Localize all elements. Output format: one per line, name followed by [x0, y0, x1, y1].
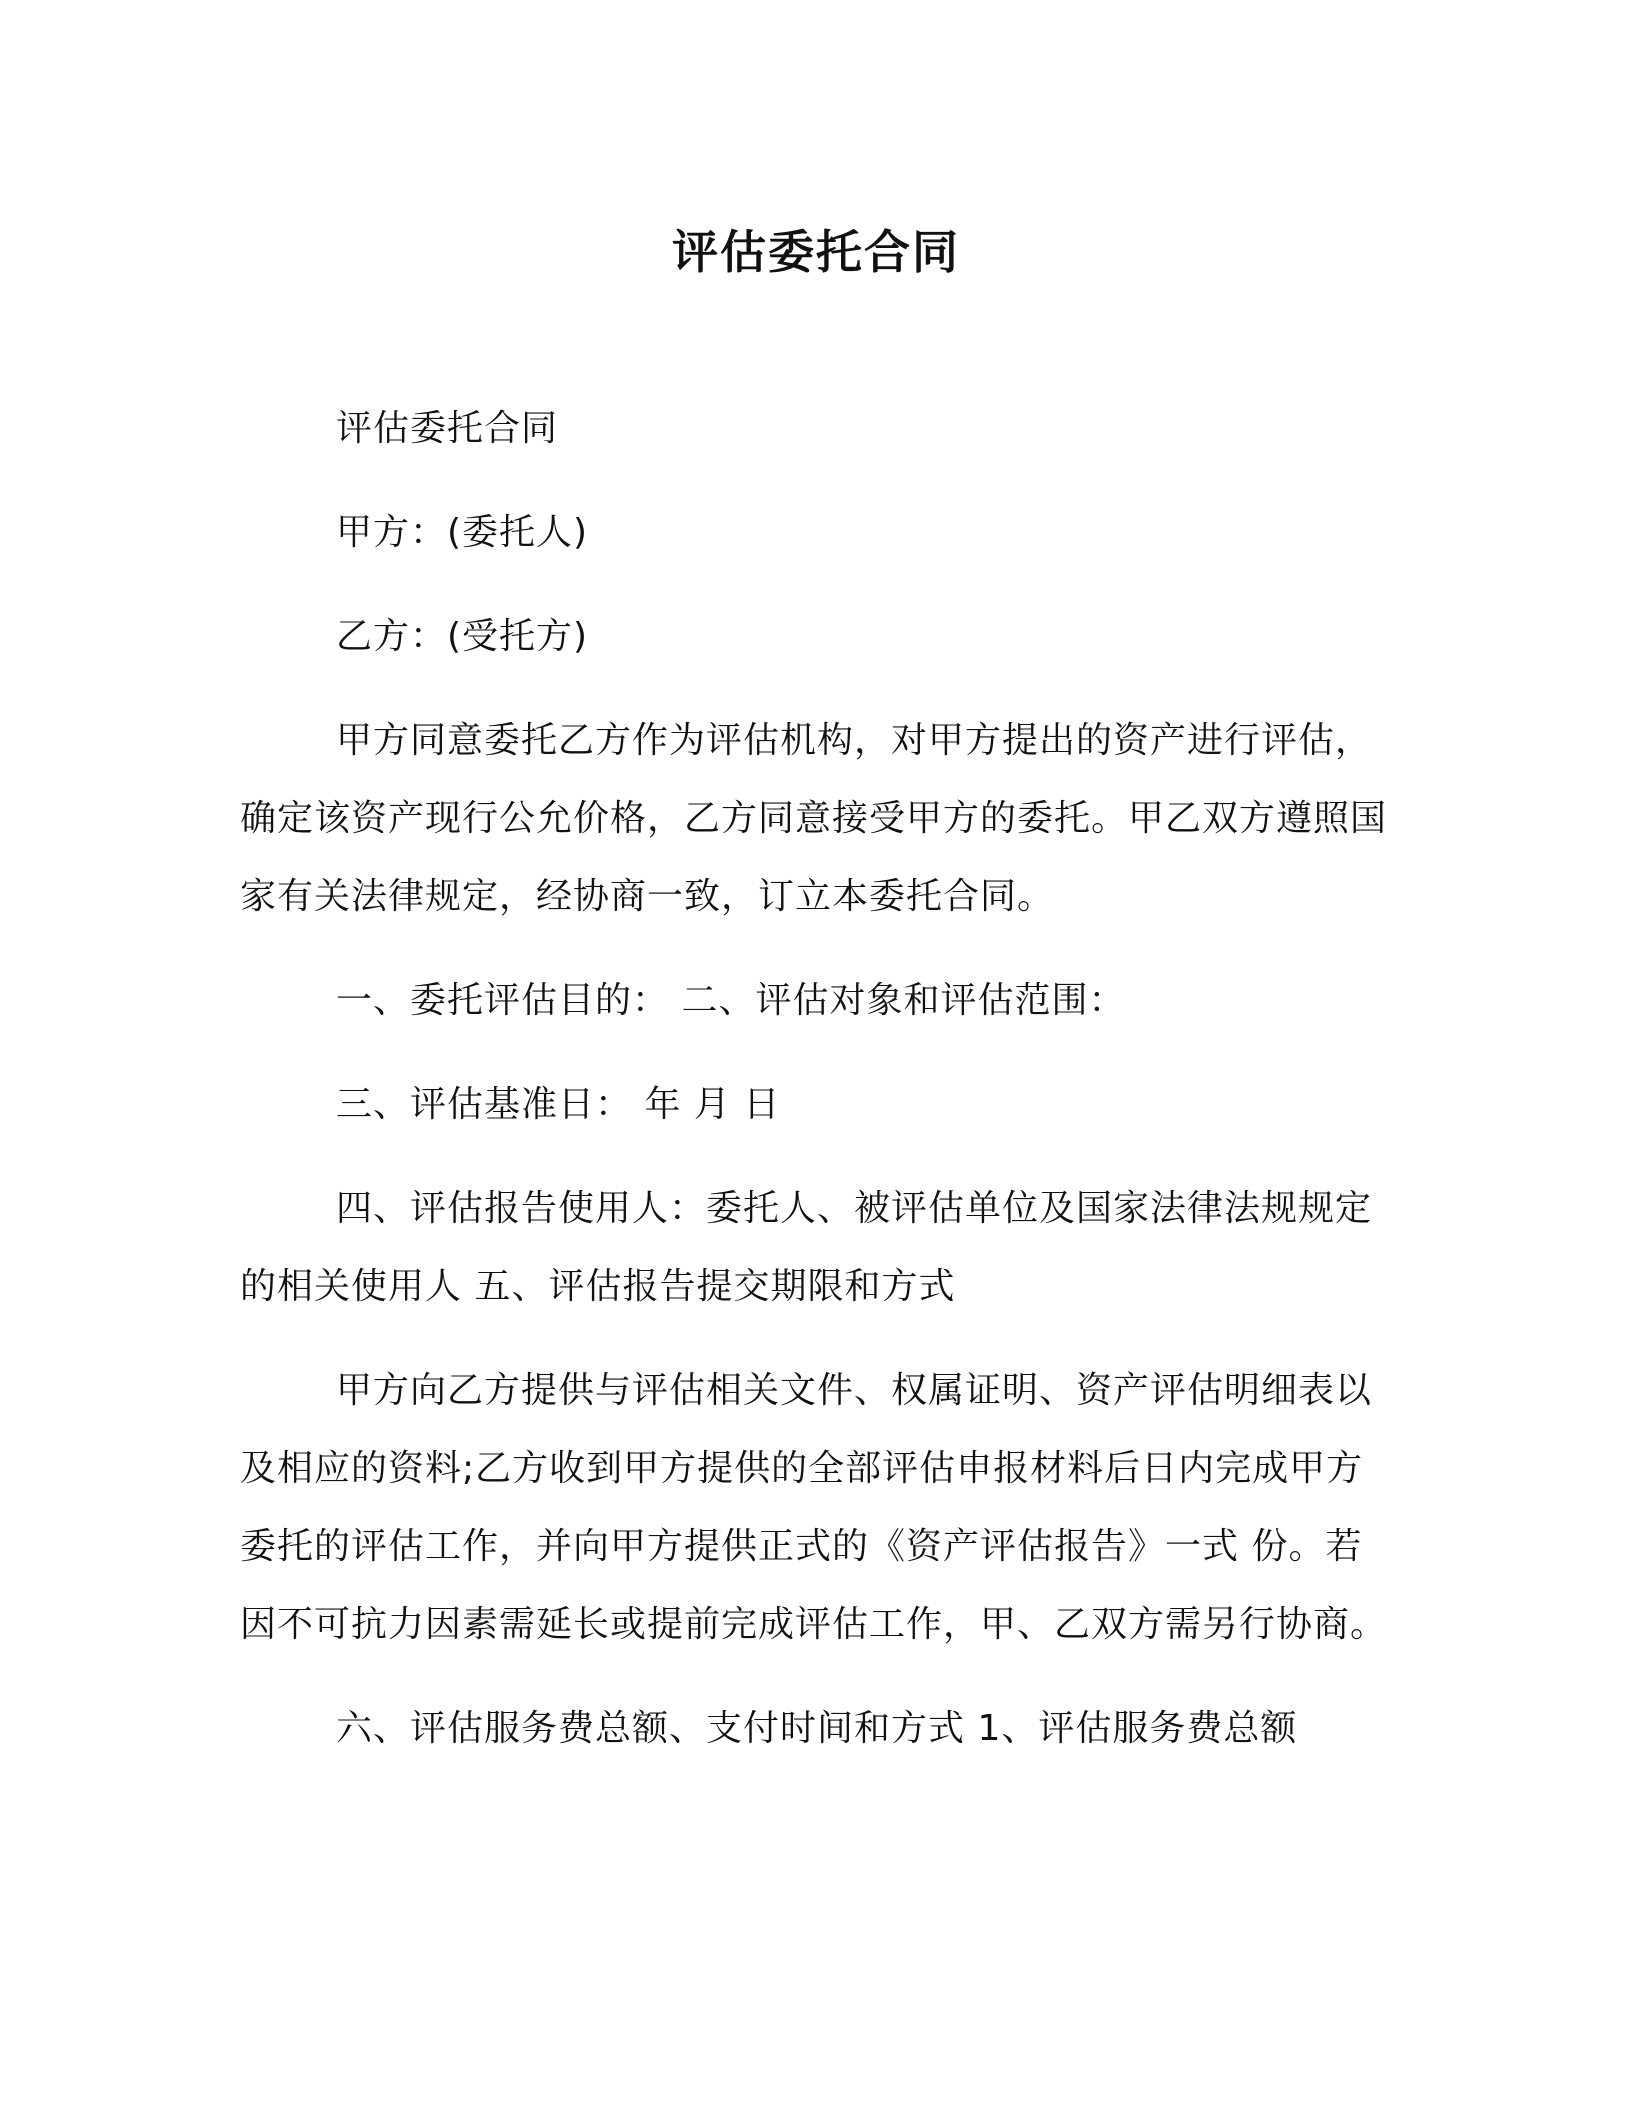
- document-title: 评估委托合同: [672, 225, 960, 279]
- party-a-line: 甲方：(委托人): [336, 512, 589, 553]
- party-b-line: 乙方：(受托方): [336, 616, 589, 657]
- clause-report-users: 四、评估报告使用人：委托人、被评估单位及国家法律法规规定的相关使用人 五、评估报告提交期限和方式: [240, 1188, 1373, 1307]
- clause-purpose-scope: 一、委托评估目的： 二、评估对象和评估范围：: [336, 980, 1126, 1021]
- preamble-paragraph: 甲方同意委托乙方作为评估机构，对甲方提出的资产进行评估，确定该资产现行公允价格，乙方同意接受甲方的委托。甲乙双方遵照国家有关法律规定，经协商一致，订立本委托合同。: [240, 720, 1388, 917]
- clause-service-fee: 六、评估服务费总额、支付时间和方式 1、评估服务费总额: [336, 1708, 1298, 1749]
- clause-materials-delivery: 甲方向乙方提供与评估相关文件、权属证明、资产评估明细表以及相应的资料;乙方收到甲方提供的全部评估申报材料后日内完成甲方委托的评估工作，并向甲方提供正式的《资产评估报告》一式 份。若因不可抗力因素需延长或提前完成评估工作，甲、乙双方需另行协商。: [240, 1370, 1388, 1645]
- subtitle-paragraph: 评估委托合同: [336, 408, 559, 449]
- document-body: [240, 390, 1392, 1794]
- clause-base-date: 三、评估基准日： 年 月 日: [336, 1084, 781, 1125]
